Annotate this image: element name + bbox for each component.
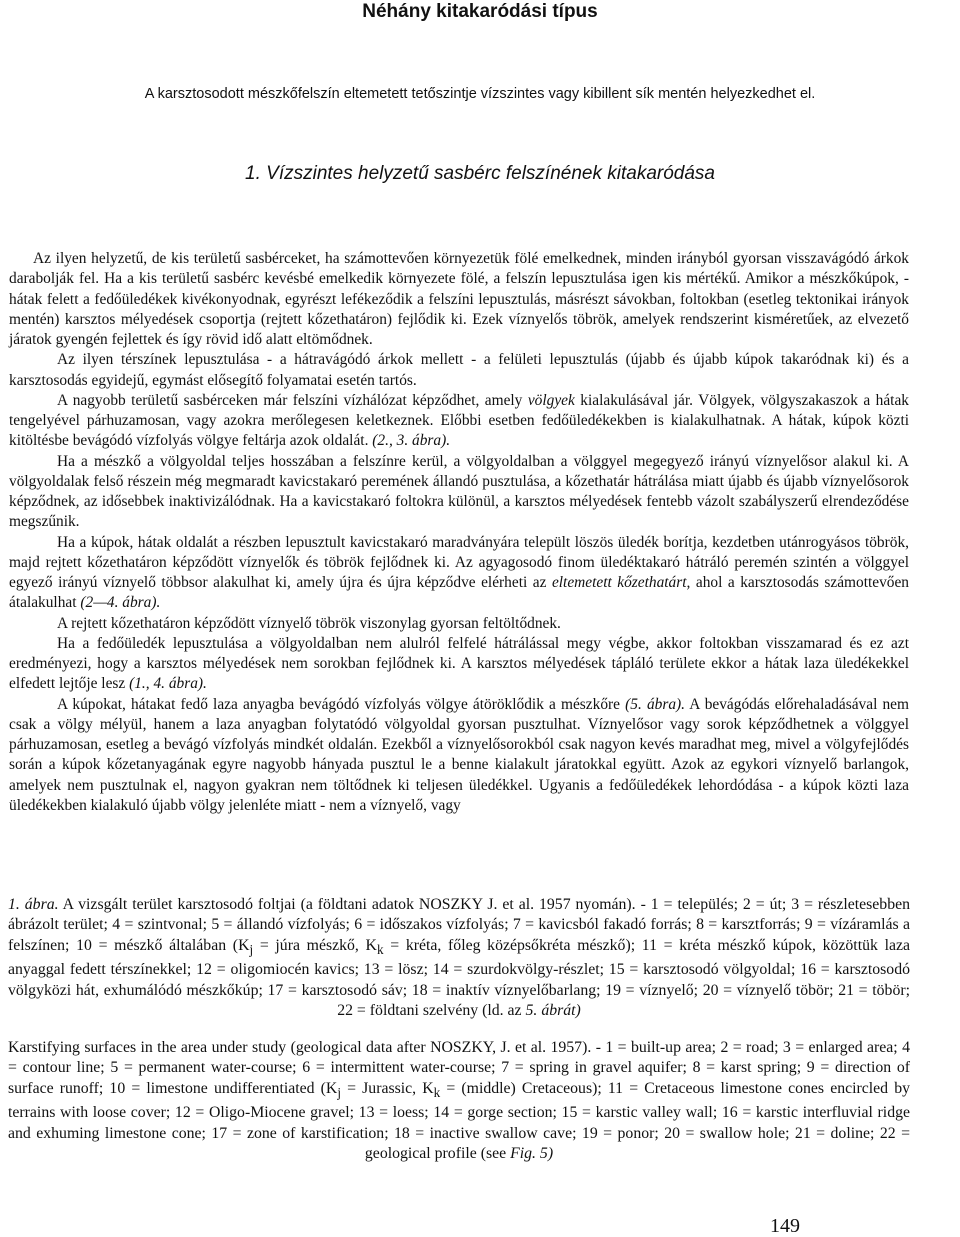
subscript: k bbox=[376, 941, 384, 957]
figure-reference: (1., 4. ábra). bbox=[129, 675, 207, 693]
italic-term: völgyek bbox=[527, 391, 575, 409]
caption-text: Karstifying surfaces in the area under study (geological data after NOSZKY, J. et al. 1957). - 1 = built-up area; 2 = road; 3 = enlarged area; 4 = contour line; 5 = permanent water-course; 6 = intermittent water-course; 7 = spring in gravel aquifer; 8 = karst spring; 9 = direction of surface runoff; 10 = limestone undifferentiated (K bbox=[8, 1039, 910, 1097]
paragraph-text: A nagyobb területű sasbérceken már felszíni vízhálózat képződhet, amely bbox=[57, 391, 523, 409]
caption-english-text bbox=[8, 1038, 910, 1165]
paragraph: Az ilyen helyzetű, de kis területű sasbérceket, ha számottevően környezetük fölé emelkednek, minden irányból gyorsan visszavágódó árkok darabolják fel. Ha a kis területű sasbérc kevésbé emelkedik környezete fölé, a felszín lepusztulása igen kis mértékű. Amikor a mészkőkúpok, -hátak felett a fedőüledékek kivékonyodnak, egyrészt lefékeződik a felszíni lepusztulás, másrészt sávokban, foltokban (esetleg tektonikai irányok mentén) karsztos mélyedések csoportja (rejtett kőzethatáron) fejlődik ki. Ezek víznyelős töbrök, amelyek rendszerint kisméretűek, az elvezető járatok gyengén fejlettek és így rövid idő alatt eltömődnek. bbox=[9, 250, 909, 348]
body-text bbox=[9, 249, 909, 816]
caption-text: A vizsgált terület karsztosodó foltjai (a földtani adatok NOSZKY J. et al. 1957 nyomán). - 1 = település; 2 = út; 3 = részletesebben ábrázolt terület; 4 = szintvonal; 5 = állandó vízfolyás; 6 = időszakos vízfolyás; 7 = kavicsból fakadó forrás; 8 = karsztforrás; 9 = vízáramlás a felszínen; 10 = mészkő általában (K bbox=[8, 896, 911, 954]
paragraph bbox=[9, 634, 909, 695]
caption-text: = júra mészkő, K bbox=[253, 936, 377, 954]
section-heading: 1. Vízszintes helyzetű sasbérc felszínének kitakaródása bbox=[245, 163, 715, 184]
intro-text: A karsztosodott mészkőfelszín eltemetett tetőszintje vízszintes vagy kibillent sík mentén helyezkedhet el. bbox=[144, 86, 816, 102]
paragraph: Ha a mészkő a völgyoldal teljes hosszában a felszínre kerül, a völgyoldalban a völggyel megegyező irányú víznyelősor alakul ki. A völgyoldalak felső részein még megmaradt kavicstakaró peremének állandó pusztulása, a kőzethatár hátrálása miatt újabb és újabb víznyelősorok képződnek, az idősebbek inaktivizálódnak. Ha a kavicstakaró foltokra különül, a karsztos mélyedések fentebb vázolt szabályszerű elrendeződése megszűnik. bbox=[9, 452, 909, 531]
paragraph-text: A kúpokat, hátakat fedő laza anyagba bevágódó vízfolyás völgye átöröklődik a mészkőre bbox=[57, 695, 620, 713]
page-title: Néhány kitakaródási típus bbox=[362, 1, 598, 22]
caption-text: = kréta, főleg középsőkréta mészkő); 11 = kréta mészkő kúpok, közöttük laza anyaggal fedett térszínekkel; 12 = oligomiocén kavics; 13 = lösz; 14 = szurdokvölgy-részlet; 15 = karsztosodó völgyoldal; 16 = karsztosodó völgyközi hát, exhumálódó mészkőkúp; 17 = karsztosodó sáv; 18 = inaktív víznyelőbarlang; 19 = víznyelő; 20 = víznyelő töbör; 21 = töbör; 22 = földtani szelvény (ld. az bbox=[8, 936, 910, 1020]
subscript: k bbox=[433, 1084, 441, 1100]
subscript: j bbox=[337, 1084, 341, 1100]
paragraph-text: Ha a fedőüledék lepusztulása a völgyoldalban nem alulról felfelé hátrálással megy végbe, akkor foltokban visszamarad és ez azt eredményezi, hogy a karsztos mélyedések nem sorokban fejlődnek ki. A karsztos mélyedések tápláló területe ekkor a hátak laza üledékekkel elfedett lejtője lesz bbox=[9, 634, 909, 693]
caption-text: = (middle) Cretaceous); 11 = Cretaceous limestone cones encircled by terrains with loose cover; 12 = Oligo-Miocene gravel; 13 = loess; 14 = gorge section; 15 = karstic valley wall; 16 = karstic interfluvial ridge and exhuming limestone cone; 17 = zone of karstification; 18 = inactive swallow cave; 19 = ponor; 20 = swallow hole; 21 = doline; 22 = geological profile (see bbox=[8, 1079, 910, 1163]
figure-reference: (2., 3. ábra). bbox=[372, 432, 451, 450]
caption-hungarian bbox=[8, 895, 910, 1022]
paragraph-text: Ha a kúpok, hátak oldalát a részben lepusztult kavicstakaró maradványára települt löszös üledék borítja, kezdetben utánrogyásos töbrök, majd rejtett kőzethatáron képződött víznyelők és töbrök fejlődnek ki. Az agyagosodó finom üledéktakaró hátráló peremén szintén a völggyel egyező irányú víznyelő többsor alakulhat ki, amely újra és újra képződve elérheti az bbox=[9, 533, 909, 591]
paragraph bbox=[9, 391, 909, 452]
paragraph: Az ilyen térszínek lepusztulása - a hátravágódó árkok mellett - a felületi lepusztulás (újabb és újabb kúpok takaródnak ki) és a karsztosodás egyidejű, egymást elősegítő folyamatai esetén tartós. bbox=[9, 351, 909, 389]
caption-text: = Jurassic, K bbox=[340, 1079, 434, 1097]
paragraph: A rejtett kőzethatáron képződött víznyelő töbrök viszonylag gyorsan feltöltődnek. bbox=[57, 614, 561, 632]
subscript: j bbox=[249, 941, 254, 957]
paragraph-text: ahol a karsztosodás számottevően átalakulhat bbox=[9, 574, 909, 612]
figure-reference: (5. ábra). bbox=[625, 695, 685, 713]
paragraph bbox=[9, 533, 909, 614]
page-number: 149 bbox=[770, 1215, 800, 1237]
figure-reference: (2—4. ábra). bbox=[80, 594, 161, 612]
paragraph-text: kialakulásával jár. Völgyek, völgyszakaszok a hátak tengelyével párhuzamosan, vagy azokra merőlegesen keletkeznek. Előbbi esetben fedőüledékekben is kialakulhatnak. A hátak, kúpok közti kitöltésbe bevágódó vízfolyás völgye feltárja azok oldalát. bbox=[9, 391, 909, 450]
caption-english bbox=[8, 1038, 910, 1165]
figure-caption bbox=[8, 895, 910, 1022]
figure-label: 1. ábra. bbox=[8, 896, 59, 913]
italic-term: eltemetett kőzethatárt, bbox=[551, 574, 691, 591]
figure-reference: 5. ábrát) bbox=[525, 1002, 581, 1020]
figure-reference: Fig. 5) bbox=[510, 1145, 554, 1163]
paragraph-text: A bevágódás előrehaladásával nem csak a völgy mélyül, hanem a laza anyagban folytatódó völgyoldal gyorsan pusztulhat. Víznyelősor vagy sorok képződhetnek a völggyel párhuzamosan, esetleg a bevágó vízfolyás mindkét oldalán. Ezekből a víznyelősorokból csak nagyon kevés maradhat meg, mivel a völgyfejlődés során a kúpok kőzetanyagának egyre nagyobb hányada pusztul le a benne kialakult járatokkal együtt. Azok az egykori víznyelő barlangok, amelyek nem pusztulnak el, nagyon gyakran nem töltődnek ki teljesen üledékkel. Ugyanis a fedőüledékek lehordódása - a kúpok közti laza üledékekben kialakuló újabb völgy jelenléte miatt - nem a víznyelő, vagy bbox=[9, 695, 909, 814]
paragraph bbox=[9, 695, 909, 817]
